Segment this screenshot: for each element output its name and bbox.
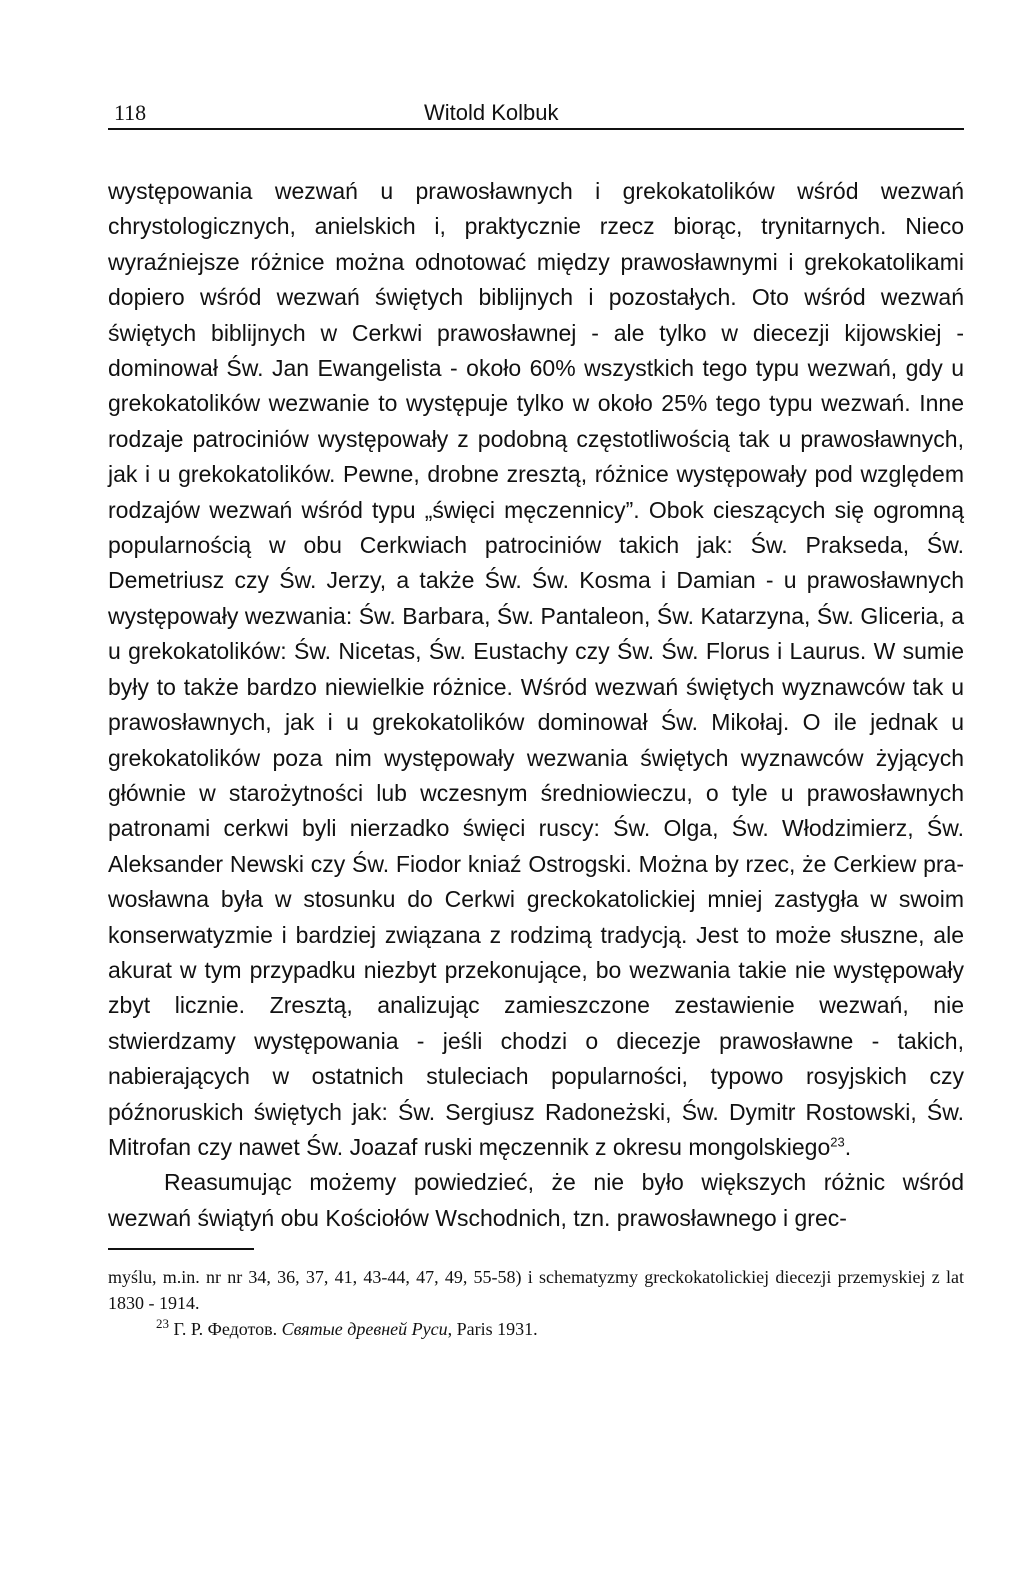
body-text [108,174,964,1236]
running-head: Witold Kolbuk [424,100,559,125]
page-number: 118 [114,100,147,125]
footnote-reference[interactable]: 23 [830,1134,845,1150]
footnote-marker: 23 [156,1316,169,1332]
paragraph: Reasumując możemy powiedzieć, że nie było większych różnic wśród wezwań świątyń obu Kościołów Wschodnich, tzn. prawosławnego i grec- [108,1169,964,1231]
footnote-author: Г. Р. Федотов. [169,1319,282,1340]
page-header [108,90,964,130]
footnotes [108,1264,964,1342]
paragraph-text: występowania wezwań u prawosławnych i grekokatolików wśród wezwań chrystologicznych, anielskich i, praktycznie rzecz biorąc, trynitarnych. Nieco wyraźniejsze różnice można odnotować między prawosławnymi i grekokatolikami dopiero wśród wezwań świętych biblijnych i pozostałych. Oto wśród wezwań świętych biblijnych w Cerkwi prawosławnej - ale tylko w diecezji kijowskiej - dominował Św. Jan Ewangelista - około 60% wszystkich tego typu wezwań, gdy u grekokatolików wezwanie to występuje tylko w około 25% tego typu wezwań. Inne rodzaje patrociniów występowały z podobną częstotliwością tak u prawosławnych, jak i u grekokatolików. Pewne, drobne zresztą, różnice występowały pod względem rodzajów wezwań wśród typu „święci męczennicy”. Obok cieszących się ogromną popularnością w obu Cerkwiach patrociniów takich jak: Św. Prakseda, Św. Demetriusz czy Św. Jerzy, a także Św. Św. Kosma i Damian - u prawosławnych występowały wezwania: Św. Barbara, Św. Pantaleon, Św. Katarzyna, Św. Gliceria, a u grekokatolików: Św. Nicetas, Św. Eustachy czy Św. Św. Florus i Laurus. W sumie były to także bardzo niewielkie różnice. Wśród wezwań świętych wyznawców tak u prawosławnych, jak i u grekokatolików dominował Św. Mikołaj. O ile jednak u grekokatolików poza nim występowały wezwania świętych wyznawców żyjących głównie w starożytności lub wczesnym średniowieczu, o tyle u prawosławnych patronami cerkwi byli nierzadko święci ruscy: Św. Olga, Św. Włodzimierz, Św. Aleksander Newski czy Św. Fiodor kniaź Ostrogski. Można by rzec, że Cerkiew prawosławna była w stosunku do Cerkwi greckokatolickiej mniej zastygła w swoim konserwatyzmie i bardziej związana z rodzimą tradycją. Jest to może słuszne, ale akurat w tym przypadku niezbyt przekonujące, bo wezwania takie nie występowały zbyt licznie. Zresztą, analizując zamieszczone zestawienie wezwań, nie stwierdzamy występowania - jeśli chodzi o diecezje prawosławne - takich, nabierających w ostatnich stuleciach popularności, typowo rosyjskich czy późnoruskich świętych jak: Św. Sergiusz Radoneżski, Św. Dymitr Rostowski, Św. Mitrofan czy nawet Św. Joazaf ruski męczennik z okresu mongolskiego [108,178,964,1160]
footnote-continued: myślu, m.in. nr nr 34, 36, 37, 41, 43-44, 47, 49, 55-58) i schematyzmy greckokatolickiej diecezji przemyskiej z lat 1830 - 1914. [108,1267,964,1314]
paragraph-end: . [844,1133,852,1160]
footnote-23 [108,1316,964,1342]
page [108,90,964,1342]
paragraph [108,174,964,1165]
footnote-divider [108,1248,254,1250]
footnote-rest: , Paris 1931. [447,1319,538,1340]
footnote-title: Святые древней Руси [281,1319,448,1340]
